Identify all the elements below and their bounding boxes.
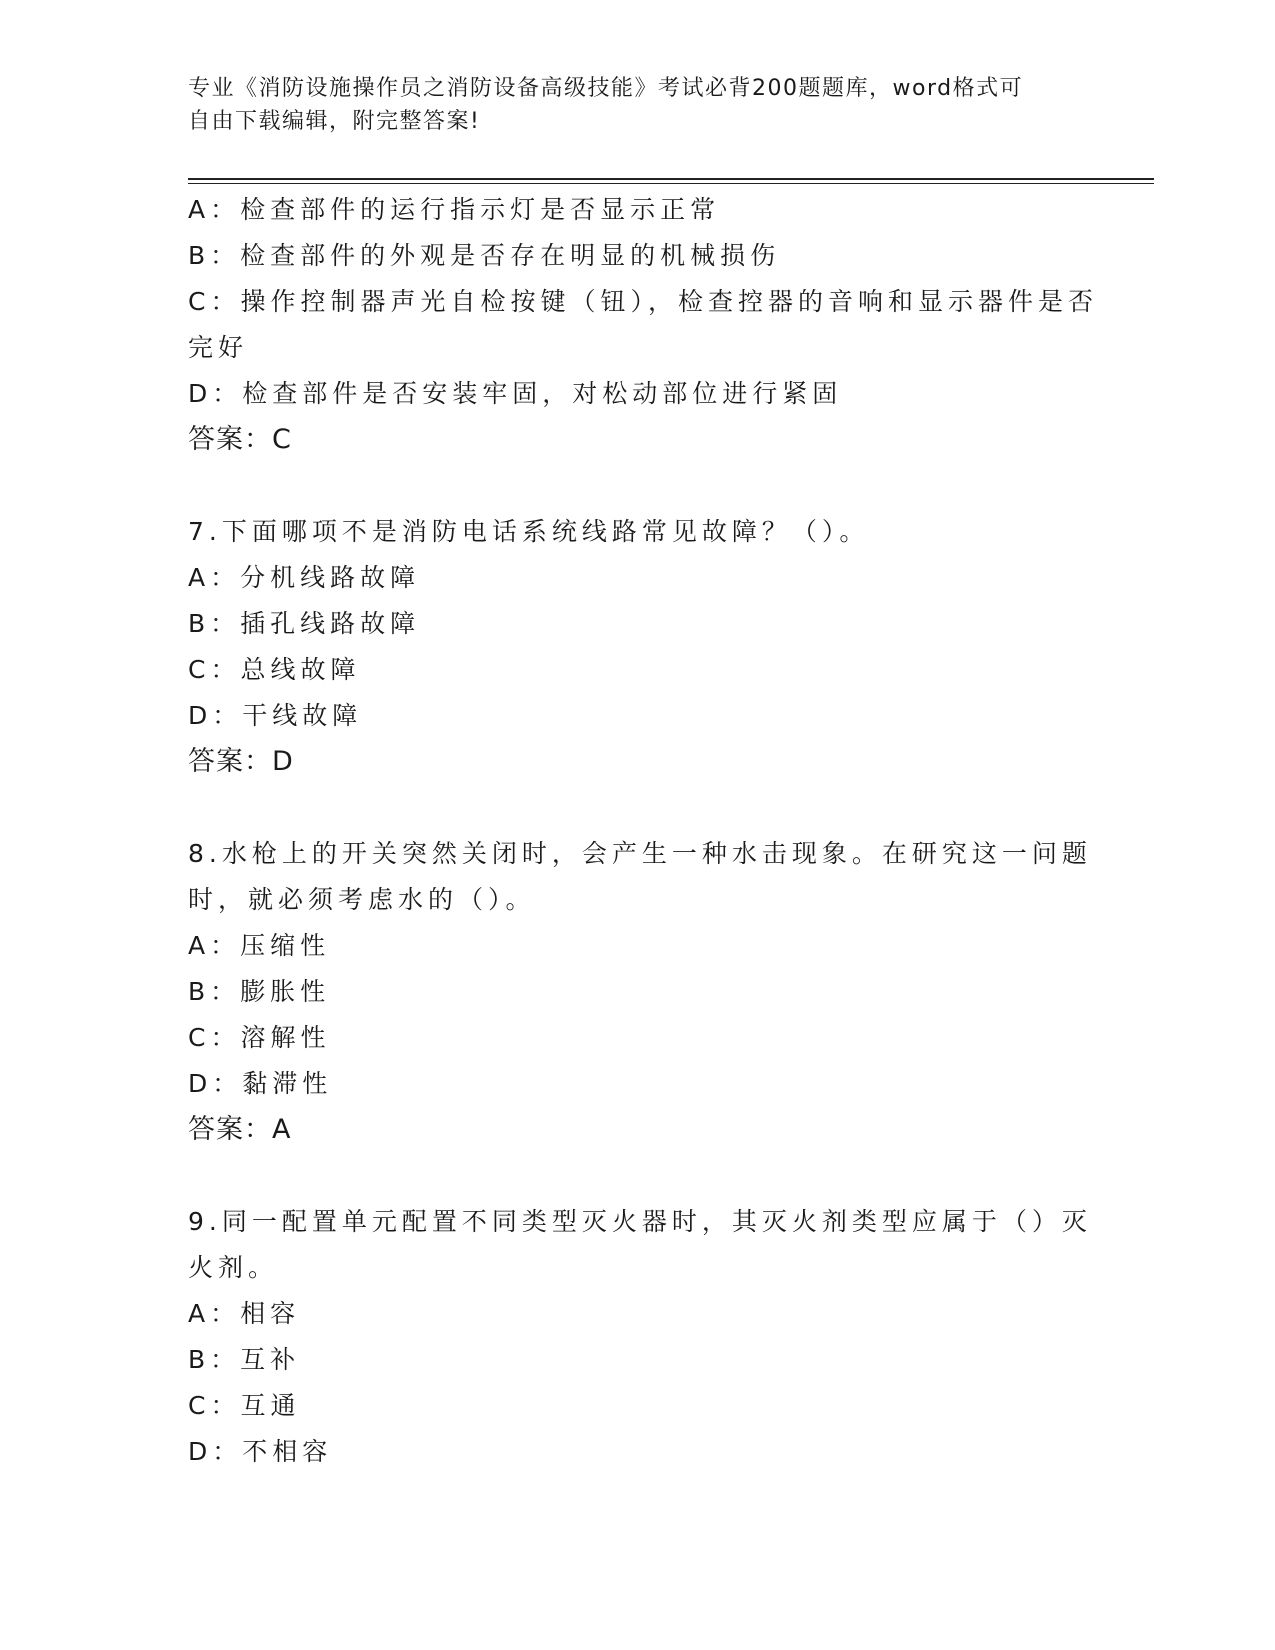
question-block-7 bbox=[188, 509, 1088, 785]
answer: 答案：A bbox=[188, 1114, 292, 1145]
question-text-continued: 火剂。 bbox=[188, 1253, 279, 1282]
question-text: 9.同一配置单元配置不同类型灭火器时，其灭火剂类型应属于（）灭 bbox=[188, 1207, 1092, 1236]
answer: 答案：C bbox=[188, 424, 292, 455]
question-list bbox=[188, 187, 1098, 1475]
header-divider-thin bbox=[188, 183, 1154, 184]
option-a: A：检查部件的运行指示灯是否显示正常 bbox=[188, 195, 721, 224]
question-block-9 bbox=[188, 1199, 1092, 1475]
header-divider-thick bbox=[188, 178, 1154, 180]
option-d: D：黏滞性 bbox=[188, 1069, 333, 1098]
option-c-continued: 完好 bbox=[188, 333, 249, 362]
option-b: B：膨胀性 bbox=[188, 977, 331, 1006]
question-block-6 bbox=[188, 187, 1098, 463]
question-text-continued: 时，就必须考虑水的（）。 bbox=[188, 885, 536, 914]
answer: 答案：D bbox=[188, 746, 294, 777]
spacer bbox=[188, 463, 1088, 509]
option-b: B：检查部件的外观是否存在明显的机械损伤 bbox=[188, 241, 781, 270]
option-a: A：分机线路故障 bbox=[188, 563, 421, 592]
question-block-8 bbox=[188, 831, 1092, 1153]
question-text: 8.水枪上的开关突然关闭时，会产生一种水击现象。在研究这一问题 bbox=[188, 839, 1092, 868]
option-b: B：互补 bbox=[188, 1345, 301, 1374]
option-d: D：干线故障 bbox=[188, 701, 363, 730]
option-c: C：操作控制器声光自检按键（钮），检查控器的音响和显示器件是否 bbox=[188, 287, 1098, 316]
header-line-1: 专业《消防设施操作员之消防设备高级技能》考试必背200题题库，word格式可 bbox=[188, 76, 1024, 101]
header-line-2: 自由下载编辑，附完整答案! bbox=[188, 109, 481, 134]
option-d: D：检查部件是否安装牢固，对松动部位进行紧固 bbox=[188, 379, 843, 408]
option-b: B：插孔线路故障 bbox=[188, 609, 421, 638]
spacer bbox=[188, 1153, 1088, 1199]
document-header bbox=[188, 72, 1088, 138]
option-c: C：互通 bbox=[188, 1391, 301, 1420]
option-d: D：不相容 bbox=[188, 1437, 333, 1466]
option-c: C：总线故障 bbox=[188, 655, 361, 684]
option-c: C：溶解性 bbox=[188, 1023, 331, 1052]
spacer bbox=[188, 785, 1088, 831]
question-text: 7.下面哪项不是消防电话系统线路常见故障？（）。 bbox=[188, 517, 870, 546]
option-a: A：压缩性 bbox=[188, 931, 331, 960]
option-a: A：相容 bbox=[188, 1299, 301, 1328]
